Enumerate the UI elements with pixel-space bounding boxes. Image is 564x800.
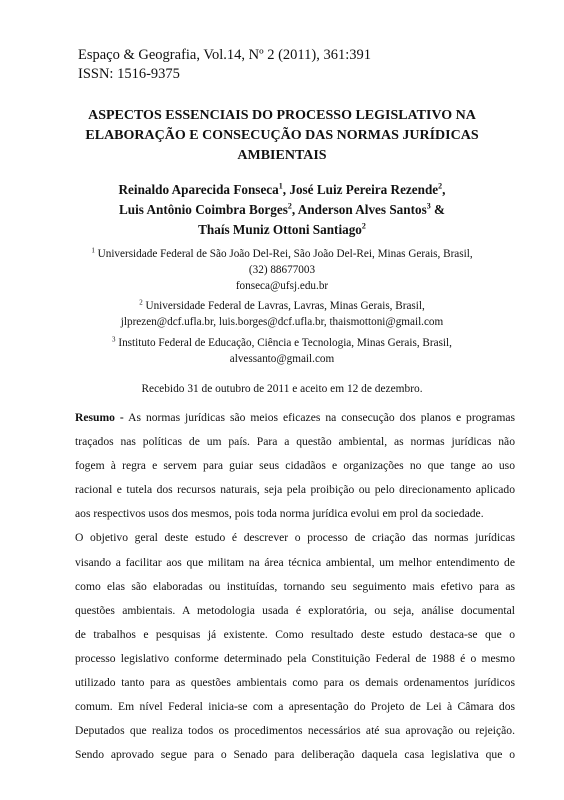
author-separator: , <box>282 182 290 197</box>
affiliation-email: jlprezen@dcf.ufla.br, luis.borges@dcf.ufla.br, thaismottoni@gmail.com <box>120 316 444 328</box>
abstract-line: aos respectivos usos dos mesmos, pois toda norma jurídica evolui em prol da sociedade. <box>75 507 484 521</box>
abstract-line: comum. Em nível Federal inicia-se com a apresentação do Projeto de Lei à Câmara dos <box>75 700 515 714</box>
affiliation-email: fonseca@ufsj.edu.br <box>235 280 329 292</box>
author-line <box>40 180 524 200</box>
journal-issn: ISSN: 1516-9375 <box>78 66 180 82</box>
abstract-line: como elas são elaboradas ou instituídas, tornando seu seguimento mais efetivo para as <box>75 579 515 593</box>
affiliation-text: Instituto Federal de Educação, Ciência e Tecnologia, Minas Gerais, Brasil, <box>118 337 452 349</box>
author-affiliation-mark: 2 <box>361 221 366 231</box>
author-line <box>40 200 524 220</box>
author-name: Luis Antônio Coimbra Borges <box>118 202 288 217</box>
received-date: Recebido 31 de outubro de 2011 e aceito em 12 de dezembro. <box>141 383 423 395</box>
abstract-line: O objetivo geral deste estudo é descrever o processo de criação das normas jurídicas <box>75 531 515 545</box>
affiliation-email: alvessanto@gmail.com <box>229 353 335 365</box>
title-line: ASPECTOS ESSENCIAIS DO PROCESSO LEGISLATIVO NA <box>88 108 476 123</box>
journal-header <box>78 46 371 84</box>
affiliation-2 <box>40 298 524 330</box>
affiliation-1 <box>40 246 524 294</box>
author-name: Thaís Muniz Ottoni Santiago <box>198 222 362 237</box>
author-list <box>40 180 524 240</box>
abstract-line: Deputados que realiza todos os procedimentos necessários até sua aprovação ou rejeição. <box>75 724 515 738</box>
author-affiliation-mark: 2 <box>438 181 443 191</box>
abstract-label: Resumo - <box>75 411 124 424</box>
author-name: Reinaldo Aparecida Fonseca <box>118 182 279 197</box>
author-line <box>40 220 524 240</box>
abstract-line: processo legislativo conforme determinado pela Constituição Federal de 1988 é o mesmo <box>75 651 515 665</box>
author-separator: & <box>430 202 446 217</box>
journal-citation: Espaço & Geografia, Vol.14, Nº 2 (2011), 361:391 <box>78 47 371 63</box>
abstract <box>75 406 515 767</box>
affiliation-phone: (32) 88677003 <box>248 264 316 276</box>
affiliation-mark: 1 <box>91 246 95 255</box>
abstract-line: fogem à regra e servem para guiar seus cidadãos e organizações no que tange ao uso <box>75 459 515 473</box>
affiliation-text: Universidade Federal de São João Del-Rei, São João Del-Rei, Minas Gerais, Brasil, <box>97 248 473 260</box>
author-affiliation-mark: 2 <box>287 201 292 211</box>
author-affiliation-mark: 1 <box>278 181 283 191</box>
abstract-line: questões ambientais. A metodologia usada é exploratória, ou seja, análise documental <box>75 603 515 617</box>
affiliation-mark: 2 <box>139 298 143 307</box>
affiliation-mark: 3 <box>112 335 116 344</box>
author-separator: , <box>291 202 298 217</box>
author-name: José Luiz Pereira Rezende <box>289 182 439 197</box>
author-name: Anderson Alves Santos <box>297 202 427 217</box>
abstract-line: visando a facilitar aos que militam na área técnica ambiental, um melhor entendimento de <box>75 555 515 569</box>
title-line: ELABORAÇÃO E CONSECUÇÃO DAS NORMAS JURÍDICAS <box>85 128 479 143</box>
title-line: AMBIENTAIS <box>237 148 327 163</box>
abstract-line: Sendo aprovado segue para o Senado para deliberação daquela casa legislativa que o <box>75 748 515 762</box>
abstract-line: traçados nas políticas de um país. Para a questão ambiental, as normas jurídicas não <box>75 435 515 449</box>
affiliation-3 <box>40 335 524 367</box>
abstract-line: utilizado tanto para as questões ambientais como para os demais ordenamentos jurídicos <box>75 676 515 690</box>
paper-title <box>60 106 504 166</box>
abstract-line: racional e tutela dos recursos naturais, seja pela proibição ou pelo direcionamento aplicado <box>75 483 515 497</box>
abstract-line: Resumo - As normas jurídicas são meios eficazes na consecução dos planos e programas <box>75 411 515 424</box>
affiliation-text: Universidade Federal de Lavras, Lavras, Minas Gerais, Brasil, <box>145 300 425 312</box>
abstract-line: de trabalhos e pesquisas já existente. Como resultado deste estudo destaca-se que o <box>75 627 515 641</box>
author-affiliation-mark: 3 <box>426 201 431 211</box>
author-separator: , <box>442 182 446 197</box>
